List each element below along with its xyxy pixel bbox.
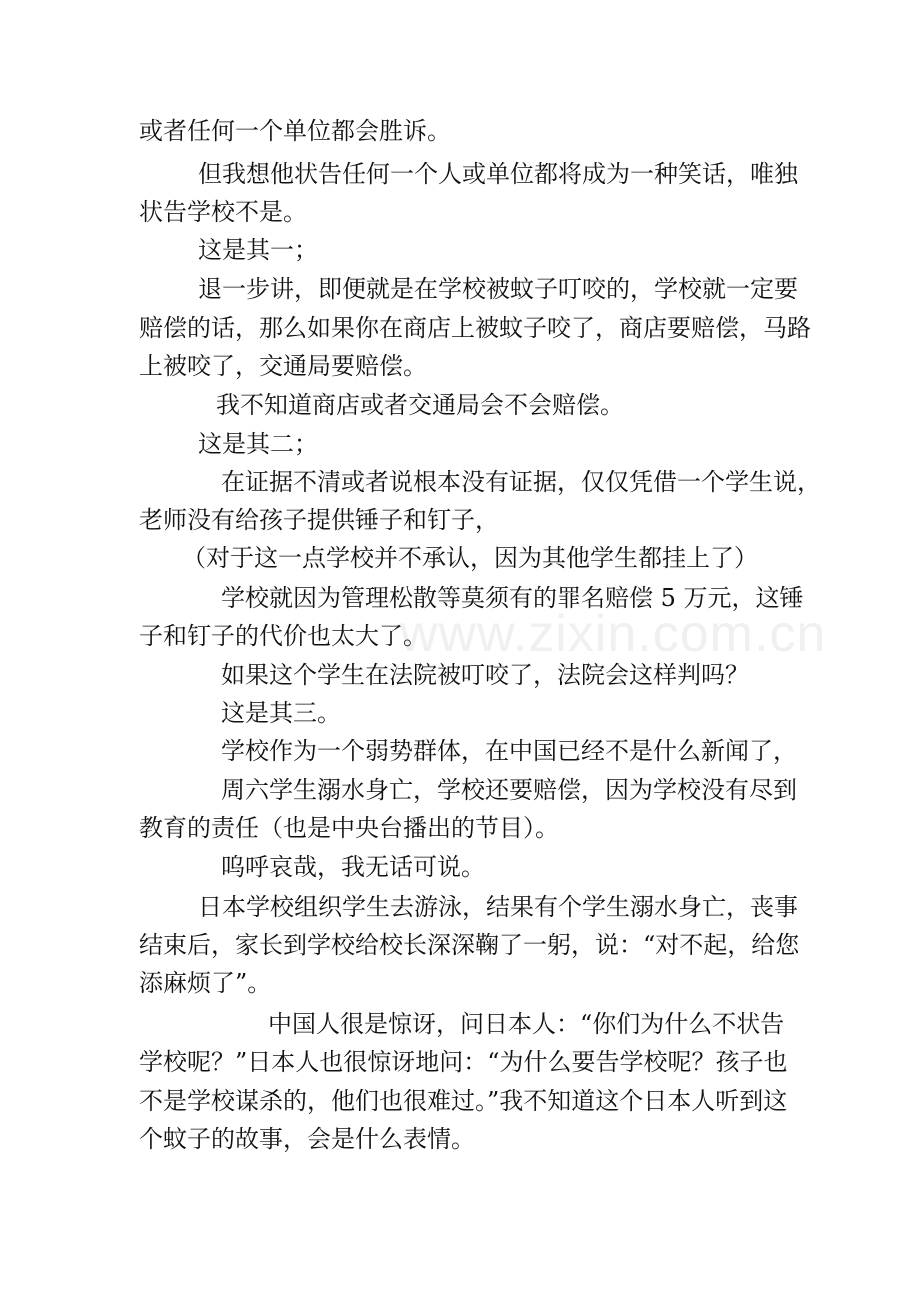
text-line: 老师没有给孩子提供锤子和钉子， <box>139 506 499 534</box>
text-line: 上被咬了，交通局要赔偿。 <box>139 352 427 380</box>
text-line: 学校就因为管理松散等莫须有的罪名赔偿 5 万元，这锤 <box>221 584 804 612</box>
text-line: 这是其三。 <box>221 699 341 727</box>
text-line: 这是其二； <box>198 430 318 458</box>
text-line: 教育的责任（也是中央台播出的节目）。 <box>139 814 559 842</box>
text-line: 呜呼哀哉，我无话可说。 <box>221 853 485 881</box>
text-line: 这是其一； <box>198 236 318 264</box>
text-line: 结束后，家长到学校给校长深深鞠了一躬，说：“对不起，给您 <box>139 931 800 959</box>
text-line: 赔偿的话，那么如果你在商店上被蚊子咬了，商店要赔偿，马路 <box>139 314 811 342</box>
text-line: 个蚊子的故事，会是什么表情。 <box>139 1125 475 1153</box>
text-line: 但我想他状告任何一个人或单位都将成为一种笑话，唯独 <box>198 160 798 188</box>
watermark: www.zixin.com.cn <box>400 605 827 663</box>
text-line: 周六学生溺水身亡，学校还要赔偿，因为学校没有尽到 <box>221 776 797 804</box>
text-line: 子和钉子的代价也太大了。 <box>139 622 427 650</box>
text-line: 或者任何一个单位都会胜诉。 <box>139 117 451 145</box>
text-line: 退一步讲，即便就是在学校被蚊子叮咬的，学校就一定要 <box>198 275 798 303</box>
text-line: 状告学校不是。 <box>139 198 307 226</box>
text-line: 学校呢？”日本人也很惊讶地问：“为什么要告学校呢？孩子也 <box>139 1048 788 1076</box>
text-line: 添麻烦了”。 <box>139 969 272 997</box>
text-line: 中国人很是惊讶，问日本人：“你们为什么不状告 <box>268 1010 785 1038</box>
text-line: 我不知道商店或者交通局会不会赔偿。 <box>216 391 624 419</box>
text-line: （对于这一点学校并不承认，因为其他学生都挂上了） <box>182 544 758 572</box>
text-line: 在证据不清或者说根本没有证据，仅仅凭借一个学生说， <box>221 468 821 496</box>
text-line: 不是学校谋杀的，他们也很难过。”我不知道这个日本人听到这 <box>139 1087 788 1115</box>
text-line: 学校作为一个弱势群体，在中国已经不是什么新闻了， <box>221 737 797 765</box>
text-line: 日本学校组织学生去游泳，结果有个学生溺水身亡，丧事 <box>198 893 798 921</box>
text-line: 如果这个学生在法院被叮咬了，法院会这样判吗？ <box>221 661 749 689</box>
